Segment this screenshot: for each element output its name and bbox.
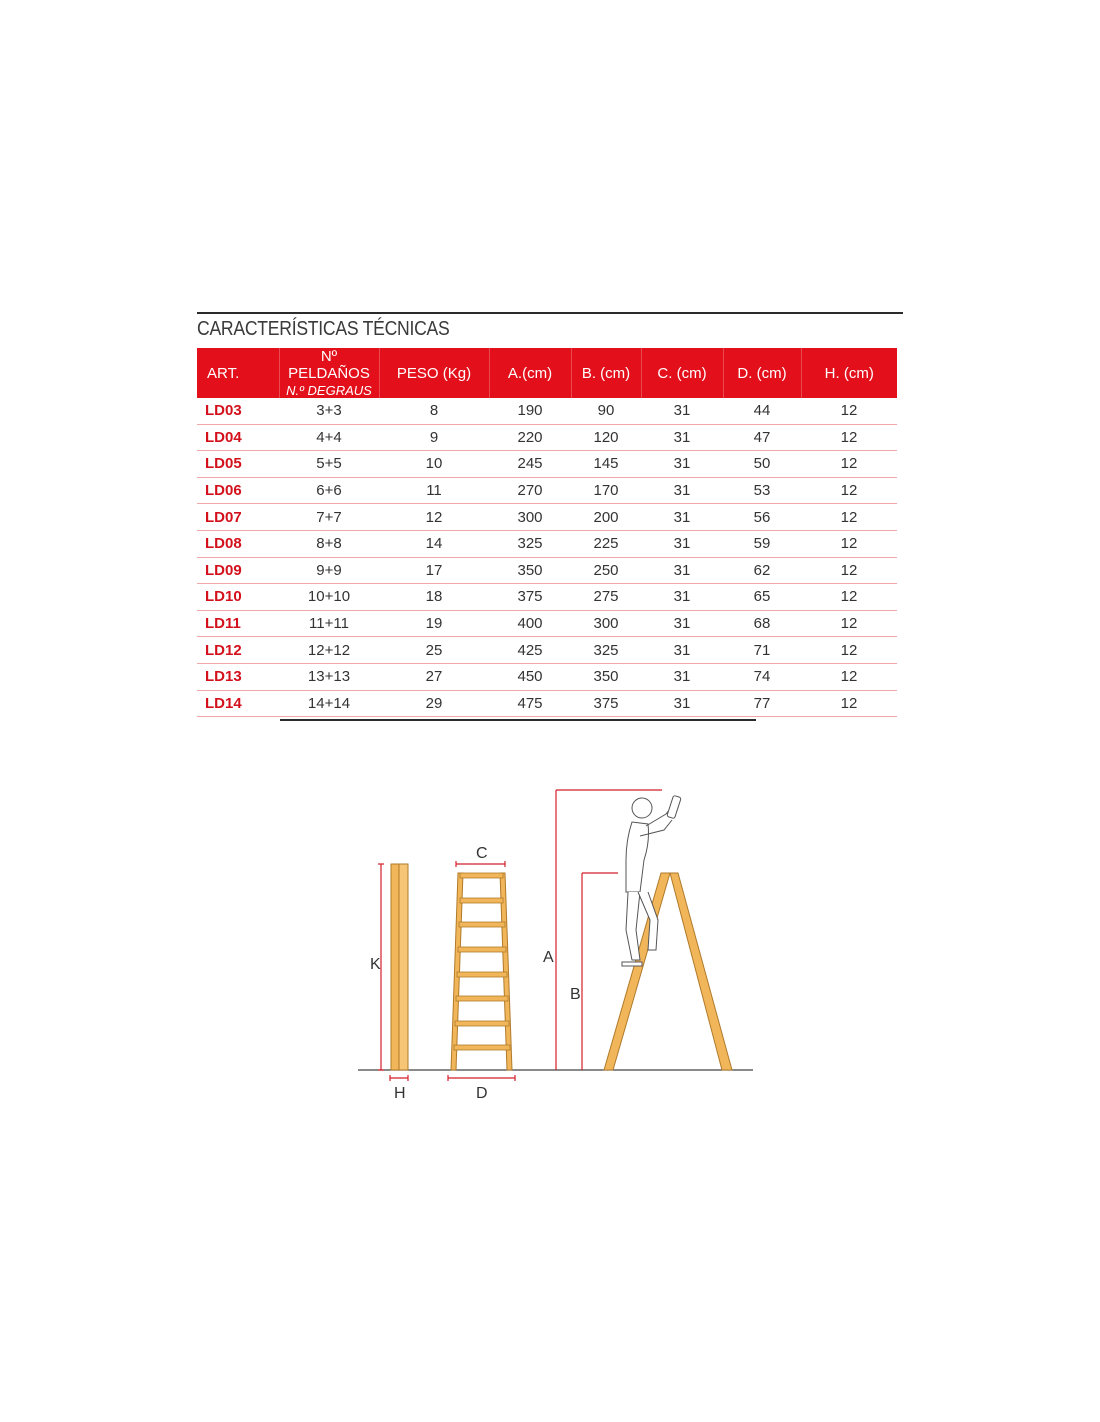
cell-h: 12 bbox=[801, 584, 897, 611]
label-b: B bbox=[570, 986, 581, 1003]
cell-c: 31 bbox=[641, 584, 723, 611]
header-peldanos-label: Nº PELDAÑOS bbox=[288, 348, 370, 382]
cell-c: 31 bbox=[641, 504, 723, 531]
specs-table bbox=[197, 348, 897, 717]
cell-peso: 29 bbox=[379, 690, 489, 717]
cell-peso: 25 bbox=[379, 637, 489, 664]
table-row bbox=[197, 663, 897, 690]
cell-b: 120 bbox=[571, 424, 641, 451]
cell-art: LD11 bbox=[197, 610, 279, 637]
table-row bbox=[197, 398, 897, 424]
cell-a: 190 bbox=[489, 398, 571, 424]
cell-h: 12 bbox=[801, 451, 897, 478]
cell-a: 325 bbox=[489, 530, 571, 557]
cell-d: 56 bbox=[723, 504, 801, 531]
cell-art: LD05 bbox=[197, 451, 279, 478]
folded-ladder-side-view bbox=[370, 864, 408, 1102]
cell-b: 250 bbox=[571, 557, 641, 584]
cell-art: LD08 bbox=[197, 530, 279, 557]
cell-c: 31 bbox=[641, 690, 723, 717]
cell-peldanos: 8+8 bbox=[279, 530, 379, 557]
cell-c: 31 bbox=[641, 530, 723, 557]
cell-a: 220 bbox=[489, 424, 571, 451]
table-row bbox=[197, 584, 897, 611]
cell-b: 350 bbox=[571, 663, 641, 690]
cell-art: LD12 bbox=[197, 637, 279, 664]
label-c: C bbox=[476, 845, 488, 862]
cell-d: 53 bbox=[723, 477, 801, 504]
cell-h: 12 bbox=[801, 610, 897, 637]
cell-art: LD09 bbox=[197, 557, 279, 584]
cell-a: 425 bbox=[489, 637, 571, 664]
ladder-dimension-diagram bbox=[350, 780, 770, 1110]
cell-b: 90 bbox=[571, 398, 641, 424]
cell-peldanos: 5+5 bbox=[279, 451, 379, 478]
cell-art: LD04 bbox=[197, 424, 279, 451]
cell-d: 44 bbox=[723, 398, 801, 424]
header-d: D. (cm) bbox=[723, 348, 801, 398]
label-d: D bbox=[476, 1085, 488, 1102]
cell-b: 225 bbox=[571, 530, 641, 557]
open-ladder-in-use-view bbox=[543, 790, 732, 1070]
header-b: B. (cm) bbox=[571, 348, 641, 398]
cell-c: 31 bbox=[641, 477, 723, 504]
cell-peldanos: 14+14 bbox=[279, 690, 379, 717]
cell-peso: 10 bbox=[379, 451, 489, 478]
cell-d: 47 bbox=[723, 424, 801, 451]
cell-a: 475 bbox=[489, 690, 571, 717]
cell-h: 12 bbox=[801, 690, 897, 717]
label-h: H bbox=[394, 1085, 406, 1102]
cell-peldanos: 11+11 bbox=[279, 610, 379, 637]
specs-table-wrap bbox=[197, 348, 897, 717]
cell-peso: 17 bbox=[379, 557, 489, 584]
cell-h: 12 bbox=[801, 424, 897, 451]
table-row bbox=[197, 504, 897, 531]
cell-peso: 27 bbox=[379, 663, 489, 690]
cell-d: 50 bbox=[723, 451, 801, 478]
cell-c: 31 bbox=[641, 424, 723, 451]
front-rung bbox=[458, 947, 506, 952]
cell-art: LD14 bbox=[197, 690, 279, 717]
cell-a: 375 bbox=[489, 584, 571, 611]
cell-c: 31 bbox=[641, 637, 723, 664]
folded-rail-front bbox=[391, 864, 399, 1070]
person-shoe bbox=[622, 962, 642, 966]
front-rung bbox=[454, 1045, 510, 1050]
ladder-diagram-svg bbox=[350, 780, 770, 1110]
person-head bbox=[632, 798, 652, 818]
cell-d: 77 bbox=[723, 690, 801, 717]
cell-h: 12 bbox=[801, 530, 897, 557]
ladder-front-view bbox=[448, 845, 515, 1102]
cell-c: 31 bbox=[641, 451, 723, 478]
cell-h: 12 bbox=[801, 637, 897, 664]
cell-d: 65 bbox=[723, 584, 801, 611]
cell-peldanos: 3+3 bbox=[279, 398, 379, 424]
cell-h: 12 bbox=[801, 477, 897, 504]
cell-h: 12 bbox=[801, 663, 897, 690]
cell-h: 12 bbox=[801, 398, 897, 424]
front-rung bbox=[456, 996, 508, 1001]
cell-b: 325 bbox=[571, 637, 641, 664]
table-row bbox=[197, 637, 897, 664]
cell-a: 245 bbox=[489, 451, 571, 478]
cell-c: 31 bbox=[641, 663, 723, 690]
cell-a: 270 bbox=[489, 477, 571, 504]
person-leg-back bbox=[626, 892, 640, 960]
cell-h: 12 bbox=[801, 557, 897, 584]
cell-peso: 19 bbox=[379, 610, 489, 637]
cell-peso: 9 bbox=[379, 424, 489, 451]
cell-peso: 18 bbox=[379, 584, 489, 611]
cell-d: 62 bbox=[723, 557, 801, 584]
table-row bbox=[197, 530, 897, 557]
header-peldanos bbox=[279, 348, 379, 398]
cell-peso: 11 bbox=[379, 477, 489, 504]
table-row bbox=[197, 451, 897, 478]
section-title: CARACTERÍSTICAS TÉCNICAS bbox=[197, 318, 450, 340]
cell-h: 12 bbox=[801, 504, 897, 531]
cell-art: LD03 bbox=[197, 398, 279, 424]
cell-peso: 12 bbox=[379, 504, 489, 531]
cell-b: 200 bbox=[571, 504, 641, 531]
front-rung bbox=[455, 1021, 509, 1026]
header-peldanos-sublabel: N.º DEGRAUS bbox=[286, 383, 372, 398]
cell-peldanos: 13+13 bbox=[279, 663, 379, 690]
table-row bbox=[197, 610, 897, 637]
table-row bbox=[197, 424, 897, 451]
cell-a: 350 bbox=[489, 557, 571, 584]
table-row bbox=[197, 557, 897, 584]
cell-b: 170 bbox=[571, 477, 641, 504]
cell-a: 450 bbox=[489, 663, 571, 690]
cell-d: 59 bbox=[723, 530, 801, 557]
top-rule bbox=[197, 312, 903, 314]
cell-d: 68 bbox=[723, 610, 801, 637]
folded-rail-back bbox=[399, 864, 408, 1070]
front-rung bbox=[457, 972, 507, 977]
person-drill bbox=[667, 795, 681, 818]
person-torso bbox=[626, 822, 649, 892]
front-rung bbox=[460, 873, 503, 878]
cell-peldanos: 9+9 bbox=[279, 557, 379, 584]
header-c: C. (cm) bbox=[641, 348, 723, 398]
cell-peldanos: 10+10 bbox=[279, 584, 379, 611]
label-k: K bbox=[370, 956, 381, 973]
cell-b: 300 bbox=[571, 610, 641, 637]
front-rung bbox=[460, 898, 503, 903]
cell-b: 145 bbox=[571, 451, 641, 478]
cell-d: 71 bbox=[723, 637, 801, 664]
cell-c: 31 bbox=[641, 557, 723, 584]
cell-art: LD07 bbox=[197, 504, 279, 531]
header-a: A.(cm) bbox=[489, 348, 571, 398]
cell-peldanos: 7+7 bbox=[279, 504, 379, 531]
cell-a: 300 bbox=[489, 504, 571, 531]
cell-b: 375 bbox=[571, 690, 641, 717]
cell-art: LD10 bbox=[197, 584, 279, 611]
cell-peso: 8 bbox=[379, 398, 489, 424]
header-peso: PESO (Kg) bbox=[379, 348, 489, 398]
cell-art: LD06 bbox=[197, 477, 279, 504]
cell-peldanos: 6+6 bbox=[279, 477, 379, 504]
cell-c: 31 bbox=[641, 398, 723, 424]
cell-peldanos: 12+12 bbox=[279, 637, 379, 664]
label-a: A bbox=[543, 949, 554, 966]
header-h: H. (cm) bbox=[801, 348, 897, 398]
cell-c: 31 bbox=[641, 610, 723, 637]
header-art: ART. bbox=[197, 348, 279, 398]
cell-art: LD13 bbox=[197, 663, 279, 690]
cell-d: 74 bbox=[723, 663, 801, 690]
cell-b: 275 bbox=[571, 584, 641, 611]
aframe-leg-back bbox=[670, 873, 732, 1070]
cell-peldanos: 4+4 bbox=[279, 424, 379, 451]
cell-a: 400 bbox=[489, 610, 571, 637]
bottom-rule bbox=[280, 719, 756, 721]
table-row bbox=[197, 690, 897, 717]
cell-peso: 14 bbox=[379, 530, 489, 557]
front-rung bbox=[459, 922, 505, 927]
header-row bbox=[197, 348, 897, 398]
table-row bbox=[197, 477, 897, 504]
